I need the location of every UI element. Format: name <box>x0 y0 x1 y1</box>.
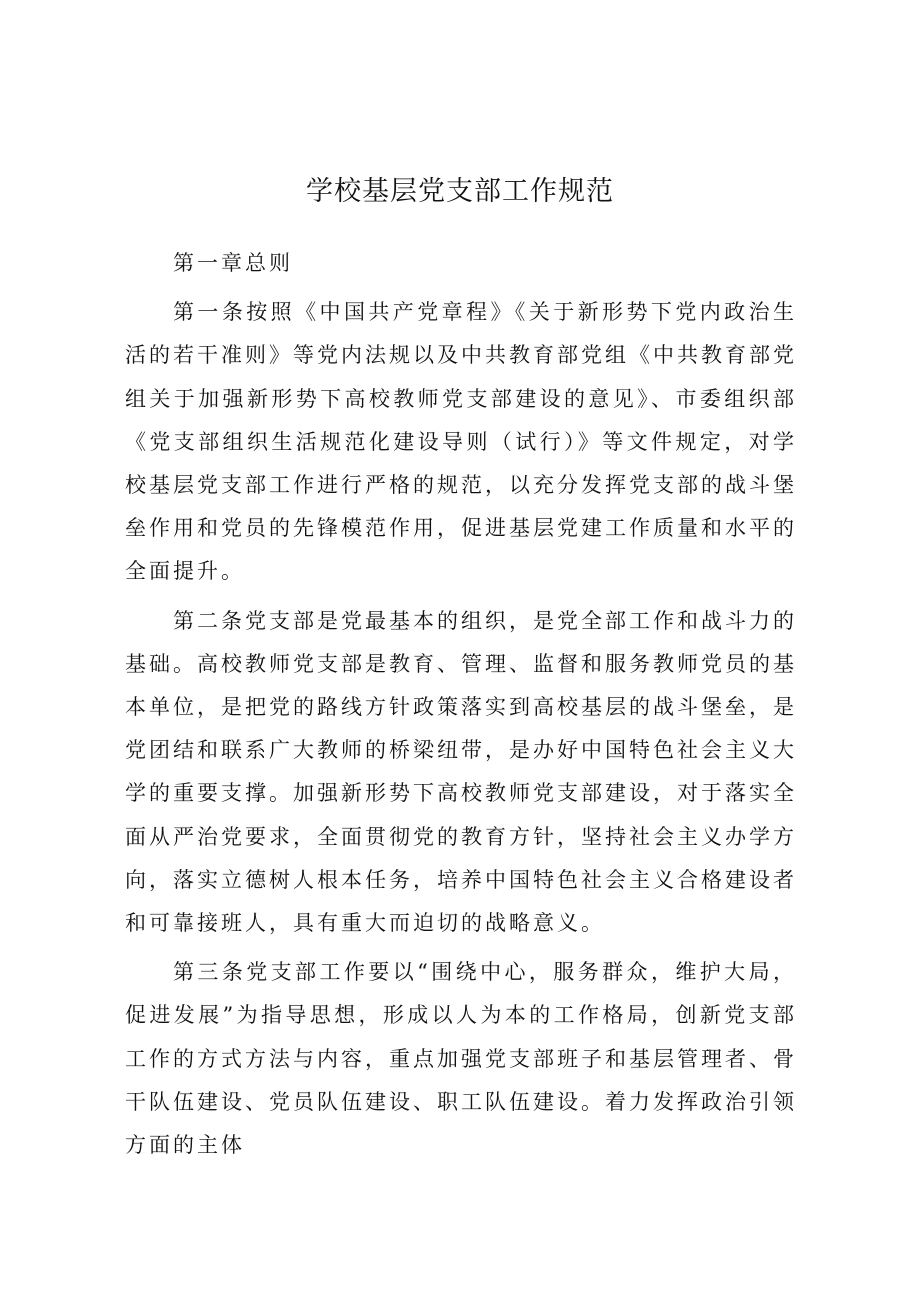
article-1-paragraph: 第一条按照《中国共产党章程》《关于新形势下党内政治生活的若干准则》等党内法规以及中共教育部党组《中共教育部党组关于加强新形势下高校教师党支部建设的意见》、市委组织部《党支部组织生活规范化建设导则（试行）》等文件规定，对学校基层党支部工作进行严格的规范，以充分发挥党支部的战斗堡垒作用和党员的先锋模范作用，促进基层党建工作质量和水平的全面提升。 <box>125 300 797 584</box>
article-2-paragraph: 第二条党支部是党最基本的组织，是党全部工作和战斗力的基础。高校教师党支部是教育、管理、监督和服务教师党员的基本单位，是把党的路线方针政策落实到高校基层的战斗堡垒，是党团结和联系广大教师的桥梁纽带，是办好中国特色社会主义大学的重要支撑。加强新形势下高校教师党支部建设，对于落实全面从严治党要求，全面贯彻党的教育方针，坚持社会主义办学方向，落实立德树人根本任务，培养中国特色社会主义合格建设者和可靠接班人，具有重大而迫切的战略意义。 <box>125 608 797 936</box>
document-title: 学校基层党支部工作规范 <box>306 176 614 207</box>
article-3-paragraph: 第三条党支部工作要以“围绕中心，服务群众，维护大局，促进发展”为指导思想，形成以人为本的工作格局，创新党支部工作的方式方法与内容，重点加强党支部班子和基层管理者、骨干队伍建设、党员队伍建设、职工队伍建设。着力发挥政治引领方面的主体 <box>125 960 797 1158</box>
document-body <box>125 242 797 1167</box>
chapter-heading: 第一章总则 <box>173 251 293 275</box>
